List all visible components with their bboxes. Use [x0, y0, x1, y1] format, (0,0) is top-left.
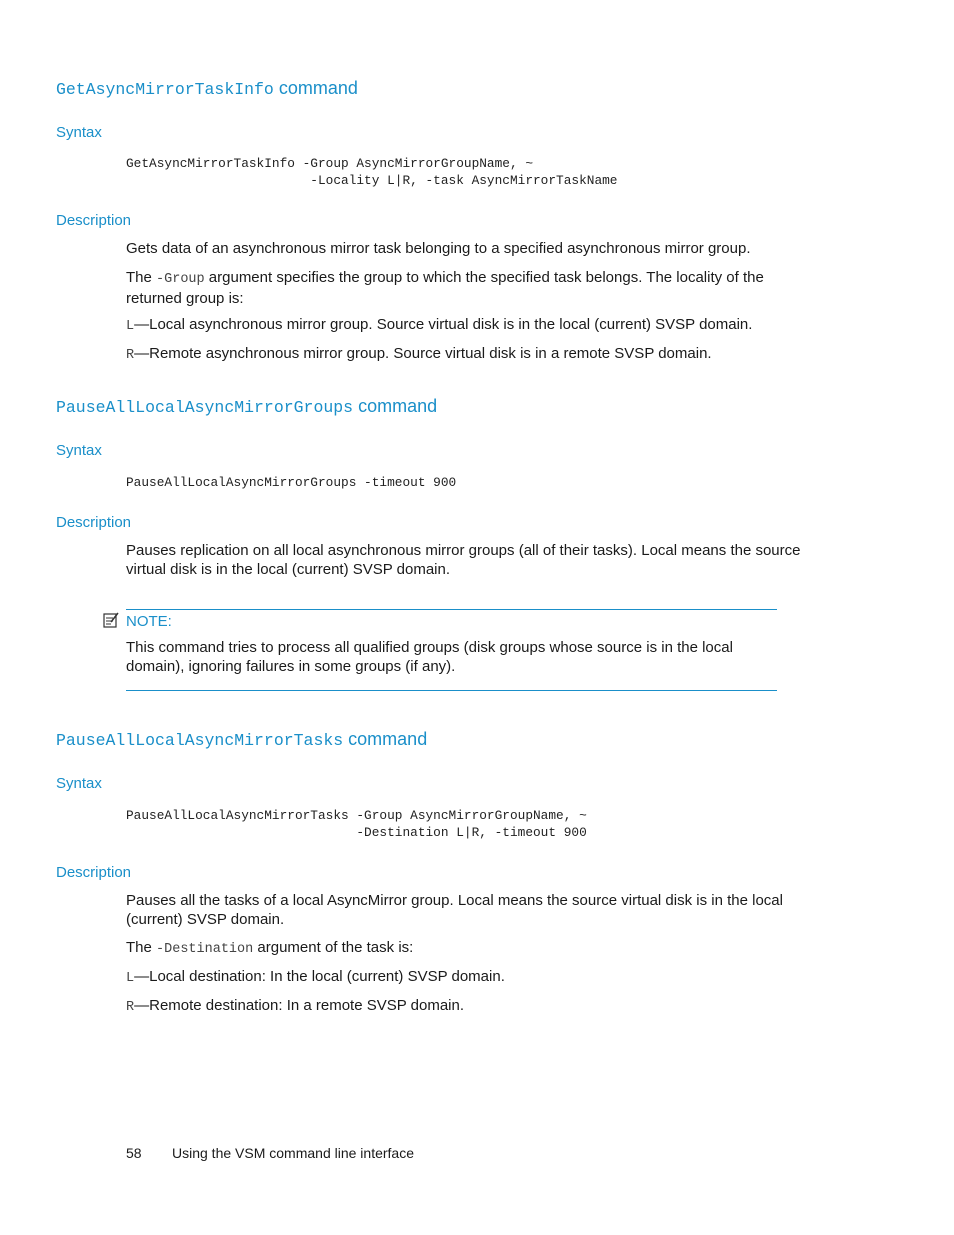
section-heading-pausealllocalasyncmirrorgroups: [56, 396, 437, 417]
option-item: L—Local asynchronous mirror group. Source virtual disk is in the local (current) SVSP domain.: [126, 316, 753, 334]
syntax-heading: Syntax: [56, 442, 102, 459]
inline-code: L: [126, 971, 135, 986]
syntax-line: -Destination L|R, -timeout 900: [126, 825, 587, 840]
inline-code: R: [126, 1000, 135, 1015]
description-paragraph: Gets data of an asynchronous mirror task belonging to a specified asynchronous mirror group.: [126, 240, 751, 257]
inline-code: R: [126, 348, 135, 363]
command-name: PauseAllLocalAsyncMirrorGroups: [56, 398, 354, 417]
section-heading-pausealllocalasyncmirrortasks: [56, 729, 427, 750]
description-paragraph: The -Destination argument of the task is:: [126, 939, 414, 957]
note-pad-icon: [102, 611, 120, 629]
description-paragraph: Pauses replication on all local asynchronous mirror groups (all of their tasks). Local means the source virtual disk is in the local (current) SVSP domain.: [126, 542, 801, 578]
page-number: 58: [126, 1145, 142, 1161]
description-heading: Description: [56, 212, 132, 229]
syntax-line: -Locality L|R, -task AsyncMirrorTaskName: [126, 173, 618, 188]
syntax-line: PauseAllLocalAsyncMirrorTasks -Group AsyncMirrorGroupName, ~: [126, 808, 587, 823]
option-item: R—Remote asynchronous mirror group. Source virtual disk is in a remote SVSP domain.: [126, 345, 712, 363]
note-bottom-rule: [126, 690, 777, 691]
inline-code: -Destination: [156, 942, 254, 957]
option-item: L—Local destination: In the local (current) SVSP domain.: [126, 968, 505, 986]
option-item: R—Remote destination: In a remote SVSP domain.: [126, 997, 465, 1015]
command-suffix: command: [278, 78, 358, 98]
syntax-heading: Syntax: [56, 124, 102, 141]
command-suffix: command: [348, 729, 428, 749]
description-paragraph: The -Group argument specifies the group to which the specified task belongs. The locality of the returned group is:: [126, 269, 764, 307]
syntax-heading: Syntax: [56, 775, 102, 792]
note-top-rule: [126, 609, 777, 610]
command-name: PauseAllLocalAsyncMirrorTasks: [56, 731, 344, 750]
inline-code: L: [126, 319, 135, 334]
footer-title: Using the VSM command line interface: [172, 1145, 414, 1161]
section-heading-getasyncmirrortaskinfo: [56, 78, 358, 99]
note-text: This command tries to process all qualified groups (disk groups whose source is in the local domain), ignoring failures in some groups (if any).: [126, 639, 733, 675]
description-paragraph: Pauses all the tasks of a local AsyncMirror group. Local means the source virtual disk is in the local (current) SVSP domain.: [126, 892, 783, 928]
description-heading: Description: [56, 864, 132, 881]
description-heading: Description: [56, 514, 132, 531]
command-suffix: command: [358, 396, 438, 416]
command-name: GetAsyncMirrorTaskInfo: [56, 80, 274, 99]
note-label: NOTE:: [126, 613, 172, 630]
syntax-line: PauseAllLocalAsyncMirrorGroups -timeout 900: [126, 475, 457, 490]
inline-code: -Group: [156, 272, 205, 287]
syntax-line: GetAsyncMirrorTaskInfo -Group AsyncMirrorGroupName, ~: [126, 156, 534, 171]
